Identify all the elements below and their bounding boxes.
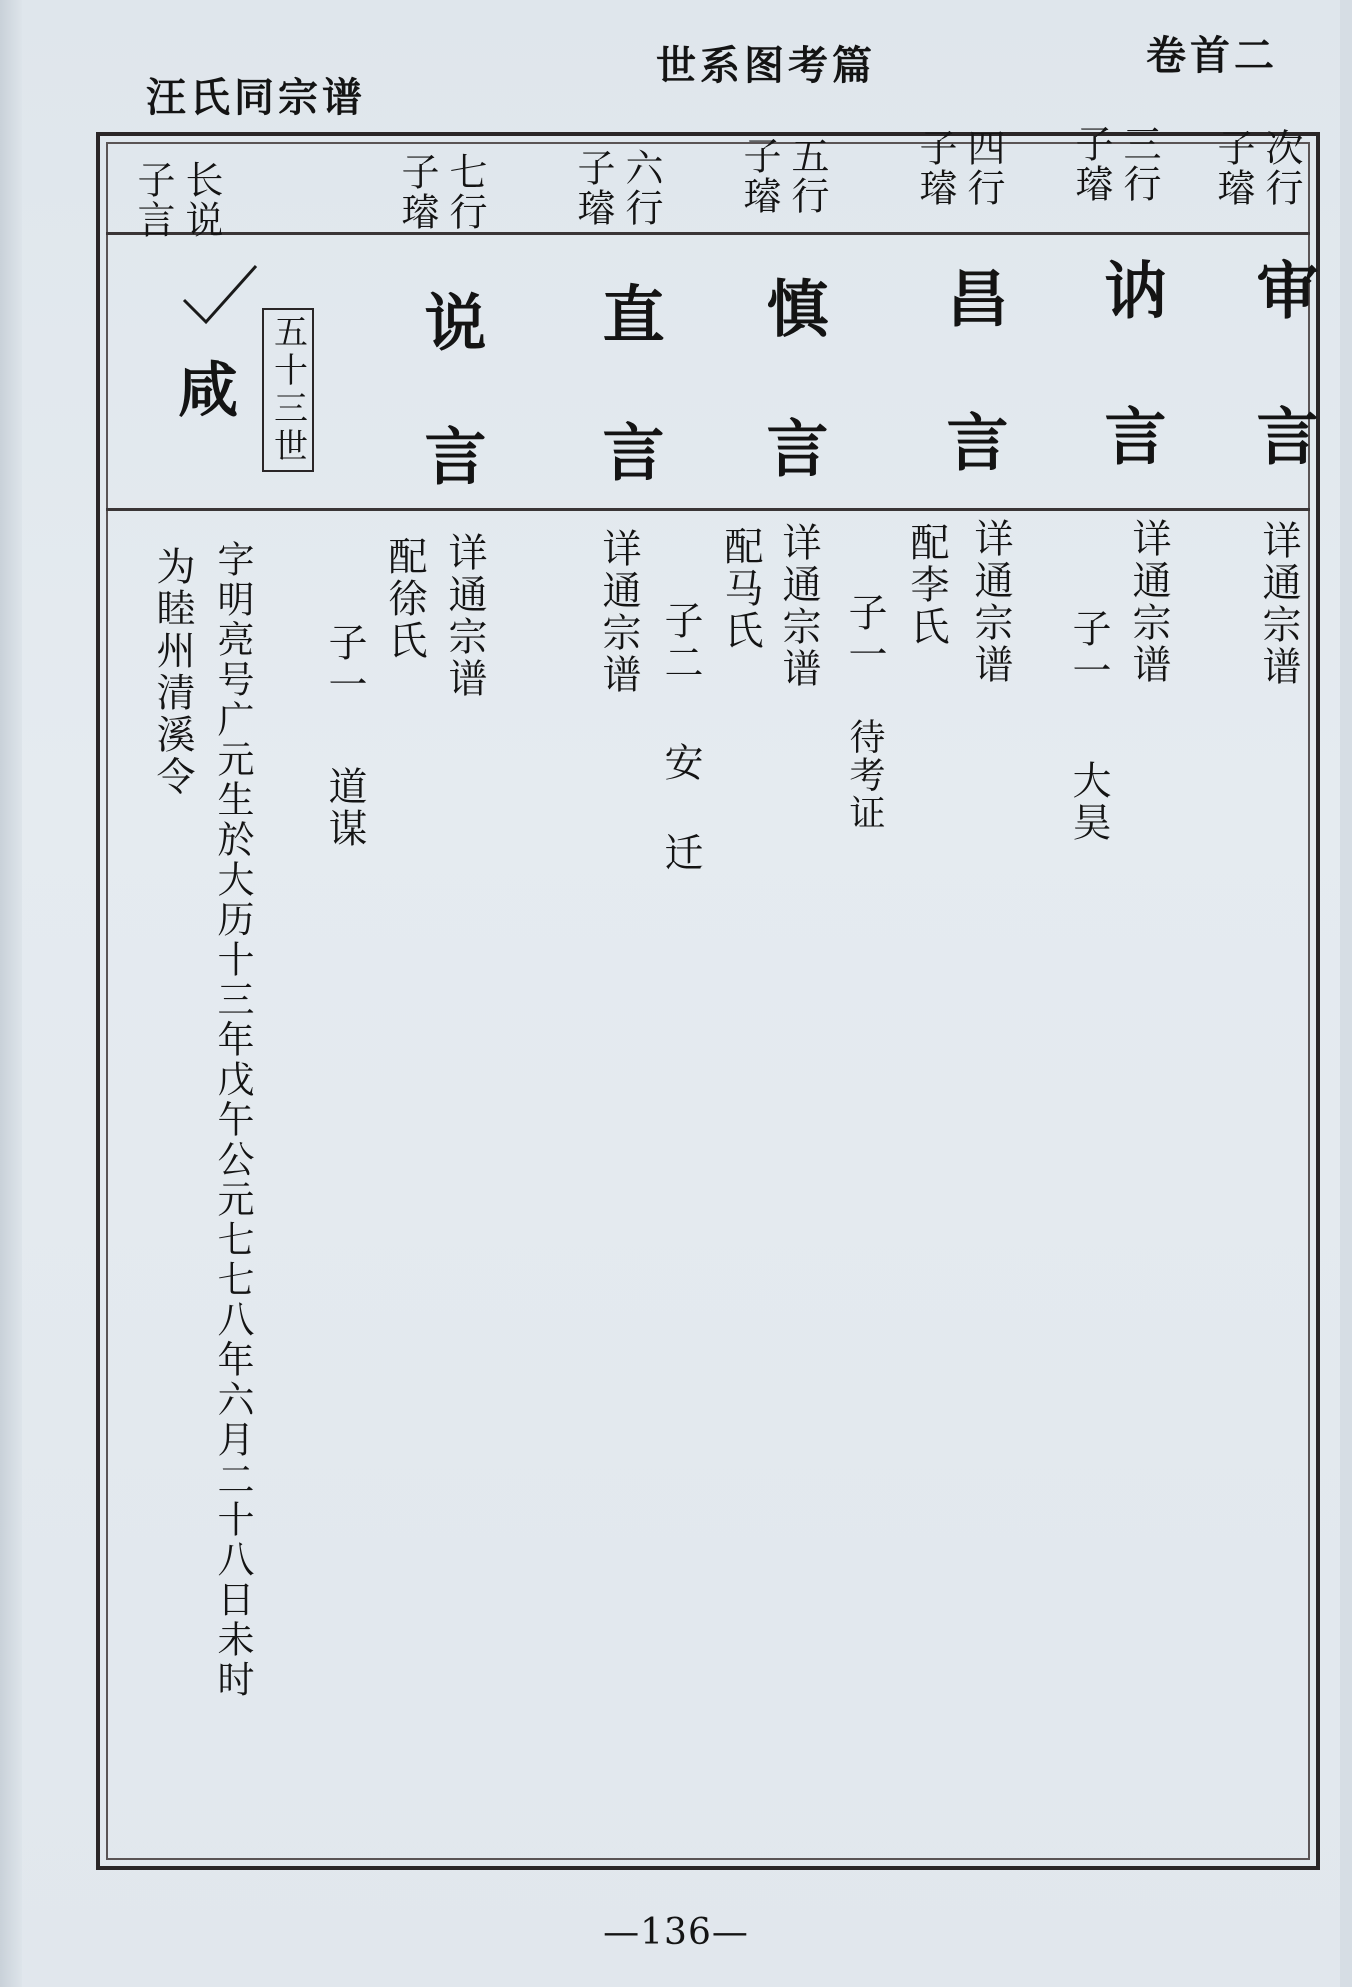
detail-line: 详通宗谱 [1256, 520, 1301, 688]
son-name-char: 直 [592, 282, 665, 344]
son-name-char: 言 [1246, 404, 1319, 466]
page-number: —136— [603, 1912, 749, 1953]
ordinal-cell: 子言 [131, 160, 175, 240]
detail-line: 详通宗谱 [776, 522, 821, 690]
son-name-char: 审 [1246, 258, 1319, 320]
detail-line: 配李氏 [904, 522, 949, 648]
detail-line: 详通宗谱 [968, 518, 1013, 686]
detail-note: 待考证 [844, 718, 885, 832]
detail-line: 大昊 [1066, 760, 1111, 844]
generation-box [262, 308, 314, 472]
ancestor-biography: 字明亮号广元生於大历十三年戊午公元七七八年六月二十八日未时 [211, 540, 254, 1700]
son-name-char: 慎 [756, 276, 829, 338]
son-name-char: 言 [414, 424, 487, 486]
son-name-char: 言 [1094, 404, 1167, 466]
detail-line: 详通宗谱 [596, 528, 641, 696]
page-edge [0, 0, 22, 1987]
detail-line: 道谋 [322, 766, 367, 850]
detail-line: 详通宗谱 [442, 532, 487, 700]
detail-line: 子一 [1066, 608, 1111, 692]
book-title: 汪氏同宗谱 [146, 74, 366, 121]
ancestor-name: 咸 [168, 358, 238, 418]
ordinal-cell: 七行 [443, 152, 487, 232]
row-divider-middle [106, 508, 1310, 511]
ordinal-cell: 子璿 [913, 128, 957, 208]
son-name-char: 言 [592, 420, 665, 482]
ordinal-cell: 子璿 [1069, 124, 1113, 204]
ordinal-cell: 三行 [1117, 124, 1161, 204]
detail-line: 配马氏 [718, 526, 763, 652]
son-name-char: 讷 [1094, 258, 1167, 320]
son-name-char: 说 [414, 290, 487, 352]
detail-line: 子一 [322, 622, 367, 706]
detail-line: 迁 [658, 832, 703, 874]
detail-line: 子一 [842, 592, 887, 676]
detail-line: 详通宗谱 [1126, 518, 1171, 686]
ordinal-cell: 六行 [619, 148, 663, 228]
ordinal-cell: 四行 [961, 128, 1005, 208]
row-divider-top [106, 232, 1310, 235]
detail-line: 安 [658, 742, 703, 784]
section-title: 世系图考篇 [656, 42, 876, 89]
ordinal-cell: 子璿 [737, 136, 781, 216]
son-name-char: 言 [936, 410, 1009, 472]
detail-line: 子二 [658, 600, 703, 684]
ordinal-cell: 子璿 [1211, 128, 1255, 208]
volume-label: 卷首二 [1146, 32, 1278, 79]
detail-line: 配徐氏 [382, 536, 427, 662]
ordinal-cell: 子璿 [395, 152, 439, 232]
ancestor-office: 为睦州清溪令 [150, 546, 195, 798]
ordinal-cell: 子璿 [571, 148, 615, 228]
ordinal-cell: 次行 [1259, 128, 1303, 208]
son-name-char: 言 [756, 416, 829, 478]
son-name-char: 昌 [936, 266, 1009, 328]
generation-label: 五十三世 [267, 314, 308, 466]
ordinal-cell: 五行 [785, 136, 829, 216]
ordinal-cell: 长说 [179, 160, 223, 240]
checkmark-icon [180, 262, 260, 332]
